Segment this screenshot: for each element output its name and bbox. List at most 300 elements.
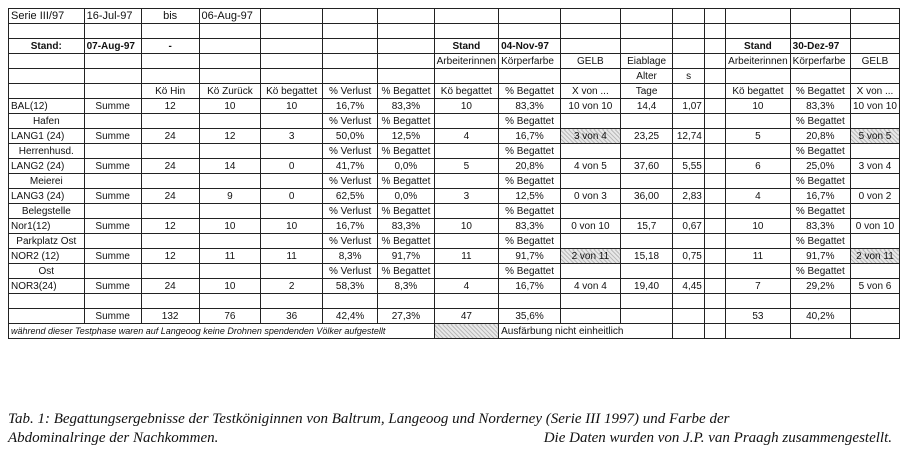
x-von-2-value: 3 von 4 bbox=[560, 129, 620, 144]
stand-date-2: 04-Nov-97 bbox=[499, 39, 561, 54]
ko-zurueck-value: 11 bbox=[199, 249, 261, 264]
summe-label: Summe bbox=[84, 189, 141, 204]
ko-hin-value: 12 bbox=[141, 219, 199, 234]
empty-cell bbox=[850, 174, 899, 189]
begattet-value: 91,7% bbox=[378, 249, 434, 264]
ko-hin-value: 24 bbox=[141, 279, 199, 294]
empty-cell bbox=[850, 144, 899, 159]
col-verlust: % Verlust bbox=[323, 174, 378, 189]
col-begattet-3: % Begattet bbox=[790, 234, 850, 249]
empty-cell bbox=[726, 234, 790, 249]
tage-value: 36,00 bbox=[620, 189, 673, 204]
bis-label: bis bbox=[141, 9, 199, 24]
empty-cell bbox=[141, 264, 199, 279]
empty-cell bbox=[560, 294, 620, 309]
caption-line-2b: Die Daten wurden von J.P. van Praagh zusammengestellt. bbox=[543, 430, 892, 446]
empty-cell bbox=[261, 174, 323, 189]
empty-cell bbox=[560, 144, 620, 159]
ko-begattet-value: 0 bbox=[261, 159, 323, 174]
site-name: Hafen bbox=[9, 114, 85, 129]
empty-cell bbox=[726, 324, 790, 339]
legend-text: Ausfärbung nicht einheitlich bbox=[499, 324, 673, 339]
empty-cell bbox=[261, 294, 323, 309]
empty-cell bbox=[434, 174, 498, 189]
col-alter: Alter bbox=[620, 69, 673, 84]
empty-cell bbox=[199, 144, 261, 159]
verlust-value: 8,3% bbox=[323, 249, 378, 264]
colony-code: BAL(12) bbox=[9, 99, 85, 114]
begattet-2-value: 91,7% bbox=[499, 249, 561, 264]
col-begattet: % Begattet bbox=[378, 234, 434, 249]
colony-code: LANG3 (24) bbox=[9, 189, 85, 204]
stand-dot: - bbox=[141, 39, 199, 54]
empty-cell bbox=[199, 264, 261, 279]
col-begattet-3: % Begattet bbox=[790, 84, 850, 99]
begattet-value: 8,3% bbox=[378, 279, 434, 294]
date-to: 06-Aug-97 bbox=[199, 9, 261, 24]
ko-zurueck-value: 9 bbox=[199, 189, 261, 204]
empty-cell bbox=[141, 234, 199, 249]
empty-cell bbox=[673, 234, 705, 249]
col-verlust: % Verlust bbox=[323, 204, 378, 219]
empty-cell bbox=[560, 309, 620, 324]
ko-begattet-3-value: 10 bbox=[726, 99, 790, 114]
total-begattet: 36 bbox=[261, 309, 323, 324]
empty-cell bbox=[261, 144, 323, 159]
x-von-2-value: 0 von 3 bbox=[560, 189, 620, 204]
verlust-value: 58,3% bbox=[323, 279, 378, 294]
col-verlust: % Verlust bbox=[323, 114, 378, 129]
ko-hin-value: 24 bbox=[141, 189, 199, 204]
ko-hin-value: 24 bbox=[141, 159, 199, 174]
empty-cell bbox=[560, 264, 620, 279]
total-pbegattet: 27,3% bbox=[378, 309, 434, 324]
table-row bbox=[9, 159, 900, 174]
total-ko-begattet-3: 53 bbox=[726, 309, 790, 324]
begattet-value: 83,3% bbox=[378, 219, 434, 234]
empty-cell bbox=[704, 264, 725, 279]
empty-cell bbox=[850, 264, 899, 279]
empty-cell bbox=[850, 114, 899, 129]
colony-code: NOR3(24) bbox=[9, 279, 85, 294]
tage-value: 15,18 bbox=[620, 249, 673, 264]
col-koerperfarbe-2: Körperfarbe bbox=[499, 54, 561, 69]
col-begattet: % Begattet bbox=[378, 84, 434, 99]
tage-value: 15,7 bbox=[620, 219, 673, 234]
x-von-3-value: 5 von 5 bbox=[850, 129, 899, 144]
empty-cell bbox=[434, 294, 498, 309]
x-von-3-value: 0 von 10 bbox=[850, 219, 899, 234]
empty-cell bbox=[261, 264, 323, 279]
col-begattet-3: % Begattet bbox=[790, 144, 850, 159]
table-row bbox=[9, 189, 900, 204]
empty-cell bbox=[704, 99, 725, 114]
x-von-2-value: 4 von 4 bbox=[560, 279, 620, 294]
begattet-2-value: 16,7% bbox=[499, 279, 561, 294]
total-ko-begattet-2: 47 bbox=[434, 309, 498, 324]
col-eiablage: Eiablage bbox=[620, 54, 673, 69]
x-von-2-value: 10 von 10 bbox=[560, 99, 620, 114]
summe-label: Summe bbox=[84, 129, 141, 144]
begattet-3-value: 25,0% bbox=[790, 159, 850, 174]
summe-label: Summe bbox=[84, 219, 141, 234]
empty-cell bbox=[726, 174, 790, 189]
empty-cell bbox=[560, 204, 620, 219]
empty-cell bbox=[84, 234, 141, 249]
empty-cell bbox=[704, 234, 725, 249]
begattet-3-value: 16,7% bbox=[790, 189, 850, 204]
ko-zurueck-value: 10 bbox=[199, 279, 261, 294]
ko-begattet-3-value: 7 bbox=[726, 279, 790, 294]
empty-cell bbox=[620, 144, 673, 159]
empty-cell bbox=[704, 294, 725, 309]
col-begattet-2: % Begattet bbox=[499, 234, 561, 249]
tage-value: 19,40 bbox=[620, 279, 673, 294]
total-hin: 132 bbox=[141, 309, 199, 324]
site-header-row bbox=[9, 204, 900, 219]
site-name: Herrenhusd. bbox=[9, 144, 85, 159]
empty-cell bbox=[850, 309, 899, 324]
empty-cell bbox=[141, 204, 199, 219]
empty-cell bbox=[141, 144, 199, 159]
col-x-von-3: X von ... bbox=[850, 84, 899, 99]
col-begattet: % Begattet bbox=[378, 144, 434, 159]
empty-cell bbox=[726, 204, 790, 219]
empty-cell bbox=[141, 114, 199, 129]
empty-cell bbox=[261, 204, 323, 219]
empty-cell bbox=[620, 204, 673, 219]
col-begattet-3: % Begattet bbox=[790, 204, 850, 219]
empty-cell bbox=[704, 204, 725, 219]
site-name: Parkplatz Ost bbox=[9, 234, 85, 249]
total-begattet-2: 35,6% bbox=[499, 309, 561, 324]
empty-cell bbox=[673, 204, 705, 219]
empty-cell bbox=[560, 114, 620, 129]
note-text: während dieser Testphase waren auf Langeoog keine Drohnen spendenden Völker aufgestellt bbox=[9, 324, 435, 339]
ko-begattet-2-value: 4 bbox=[434, 129, 498, 144]
col-s: s bbox=[673, 69, 705, 84]
empty-cell bbox=[673, 309, 705, 324]
begattet-value: 0,0% bbox=[378, 189, 434, 204]
site-header-row bbox=[9, 144, 900, 159]
col-verlust: % Verlust bbox=[323, 84, 378, 99]
col-begattet: % Begattet bbox=[378, 174, 434, 189]
empty-cell bbox=[620, 234, 673, 249]
col-begattet: % Begattet bbox=[378, 264, 434, 279]
tage-value: 14,4 bbox=[620, 99, 673, 114]
empty-cell bbox=[141, 174, 199, 189]
empty-cell bbox=[434, 234, 498, 249]
empty-cell bbox=[850, 234, 899, 249]
empty-cell bbox=[84, 114, 141, 129]
series-label: Serie III/97 bbox=[9, 9, 85, 24]
ko-begattet-value: 2 bbox=[261, 279, 323, 294]
col-begattet-2: % Begattet bbox=[499, 174, 561, 189]
empty-cell bbox=[704, 174, 725, 189]
empty-cell bbox=[704, 309, 725, 324]
empty-cell bbox=[84, 264, 141, 279]
colony-code: LANG2 (24) bbox=[9, 159, 85, 174]
empty-cell bbox=[434, 144, 498, 159]
empty-cell bbox=[499, 294, 561, 309]
col-x-von-2: X von ... bbox=[560, 84, 620, 99]
colony-code: Nor1(12) bbox=[9, 219, 85, 234]
verlust-value: 16,7% bbox=[323, 219, 378, 234]
empty-cell bbox=[673, 174, 705, 189]
col-ko-begattet-3: Kö begattet bbox=[726, 84, 790, 99]
col-arbeiterinnen-3: Arbeiterinnen bbox=[726, 54, 790, 69]
empty-cell bbox=[704, 219, 725, 234]
site-name: Belegstelle bbox=[9, 204, 85, 219]
begattet-3-value: 83,3% bbox=[790, 219, 850, 234]
empty-cell bbox=[704, 144, 725, 159]
ko-begattet-3-value: 11 bbox=[726, 249, 790, 264]
ko-hin-value: 12 bbox=[141, 249, 199, 264]
col-begattet: % Begattet bbox=[378, 204, 434, 219]
caption-line-2a: Abdominalringe der Nachkommen. bbox=[8, 430, 219, 446]
begattet-3-value: 91,7% bbox=[790, 249, 850, 264]
empty-cell bbox=[9, 309, 85, 324]
x-von-2-value: 4 von 5 bbox=[560, 159, 620, 174]
empty-cell bbox=[620, 309, 673, 324]
empty-cell bbox=[704, 114, 725, 129]
table-row bbox=[9, 219, 900, 234]
empty-cell bbox=[673, 144, 705, 159]
empty-cell bbox=[434, 264, 498, 279]
col-ko-hin: Kö Hin bbox=[141, 84, 199, 99]
empty-cell bbox=[560, 234, 620, 249]
ko-begattet-2-value: 3 bbox=[434, 189, 498, 204]
empty-cell bbox=[673, 324, 705, 339]
begattet-2-value: 12,5% bbox=[499, 189, 561, 204]
empty-cell bbox=[261, 234, 323, 249]
site-header-row bbox=[9, 174, 900, 189]
x-von-3-value: 0 von 2 bbox=[850, 189, 899, 204]
ko-begattet-value: 10 bbox=[261, 219, 323, 234]
table-row bbox=[9, 279, 900, 294]
colony-code: NOR2 (12) bbox=[9, 249, 85, 264]
total-begattet-3: 40,2% bbox=[790, 309, 850, 324]
col-begattet-2: % Begattet bbox=[499, 144, 561, 159]
summe-label: Summe bbox=[84, 99, 141, 114]
empty-cell bbox=[620, 264, 673, 279]
x-von-3-value: 2 von 11 bbox=[850, 249, 899, 264]
s-value: 12,74 bbox=[673, 129, 705, 144]
empty-cell bbox=[323, 294, 378, 309]
begattet-value: 0,0% bbox=[378, 159, 434, 174]
col-begattet: % Begattet bbox=[378, 114, 434, 129]
empty-cell bbox=[704, 324, 725, 339]
col-koerperfarbe-3: Körperfarbe bbox=[790, 54, 850, 69]
total-zurueck: 76 bbox=[199, 309, 261, 324]
date-from: 16-Jul-97 bbox=[84, 9, 141, 24]
stand-label-2: Stand bbox=[434, 39, 498, 54]
empty-cell bbox=[261, 114, 323, 129]
begattet-value: 83,3% bbox=[378, 99, 434, 114]
site-name: Meierei bbox=[9, 174, 85, 189]
begattet-3-value: 20,8% bbox=[790, 129, 850, 144]
ko-hin-value: 24 bbox=[141, 129, 199, 144]
stand-date-1: 07-Aug-97 bbox=[84, 39, 141, 54]
ko-zurueck-value: 10 bbox=[199, 99, 261, 114]
empty-cell bbox=[199, 294, 261, 309]
empty-cell bbox=[726, 114, 790, 129]
table-caption bbox=[8, 410, 892, 448]
empty-cell bbox=[84, 174, 141, 189]
site-header-row bbox=[9, 234, 900, 249]
empty-cell bbox=[704, 279, 725, 294]
empty-cell bbox=[199, 174, 261, 189]
x-von-3-value: 10 von 10 bbox=[850, 99, 899, 114]
empty-cell bbox=[850, 324, 899, 339]
empty-cell bbox=[726, 144, 790, 159]
col-ko-begattet-2: Kö begattet bbox=[434, 84, 498, 99]
col-begattet-3: % Begattet bbox=[790, 264, 850, 279]
empty-cell bbox=[704, 159, 725, 174]
s-value: 0,67 bbox=[673, 219, 705, 234]
legend-swatch bbox=[434, 324, 498, 339]
s-value: 4,45 bbox=[673, 279, 705, 294]
col-tage: Tage bbox=[620, 84, 673, 99]
ko-begattet-3-value: 5 bbox=[726, 129, 790, 144]
col-begattet-2: % Begattet bbox=[499, 84, 561, 99]
col-begattet-3: % Begattet bbox=[790, 114, 850, 129]
begattet-3-value: 83,3% bbox=[790, 99, 850, 114]
col-gelb-2: GELB bbox=[560, 54, 620, 69]
table-row bbox=[9, 129, 900, 144]
empty-cell bbox=[84, 294, 141, 309]
ko-zurueck-value: 10 bbox=[199, 219, 261, 234]
col-verlust: % Verlust bbox=[323, 264, 378, 279]
empty-cell bbox=[378, 294, 434, 309]
ko-begattet-value: 10 bbox=[261, 99, 323, 114]
col-verlust: % Verlust bbox=[323, 234, 378, 249]
empty-cell bbox=[850, 204, 899, 219]
verlust-value: 16,7% bbox=[323, 99, 378, 114]
begattet-2-value: 16,7% bbox=[499, 129, 561, 144]
empty-cell bbox=[704, 129, 725, 144]
empty-cell bbox=[620, 294, 673, 309]
stand-date-3: 30-Dez-97 bbox=[790, 39, 850, 54]
s-value: 0,75 bbox=[673, 249, 705, 264]
s-value: 5,55 bbox=[673, 159, 705, 174]
tage-value: 37,60 bbox=[620, 159, 673, 174]
empty-cell bbox=[673, 114, 705, 129]
empty-cell bbox=[673, 264, 705, 279]
empty-cell bbox=[620, 114, 673, 129]
col-begattet-2: % Begattet bbox=[499, 204, 561, 219]
col-begattet-2: % Begattet bbox=[499, 264, 561, 279]
empty-cell bbox=[9, 294, 85, 309]
colony-code: LANG1 (24) bbox=[9, 129, 85, 144]
ko-zurueck-value: 14 bbox=[199, 159, 261, 174]
ko-begattet-value: 0 bbox=[261, 189, 323, 204]
begattet-2-value: 20,8% bbox=[499, 159, 561, 174]
empty-cell bbox=[673, 294, 705, 309]
empty-cell bbox=[726, 264, 790, 279]
site-name: Ost bbox=[9, 264, 85, 279]
ko-begattet-value: 11 bbox=[261, 249, 323, 264]
col-verlust: % Verlust bbox=[323, 144, 378, 159]
empty-cell bbox=[199, 234, 261, 249]
tage-value: 23,25 bbox=[620, 129, 673, 144]
x-von-3-value: 5 von 6 bbox=[850, 279, 899, 294]
ko-begattet-3-value: 10 bbox=[726, 219, 790, 234]
empty-cell bbox=[790, 324, 850, 339]
s-value: 2,83 bbox=[673, 189, 705, 204]
summe-label: Summe bbox=[84, 279, 141, 294]
ko-zurueck-value: 12 bbox=[199, 129, 261, 144]
empty-cell bbox=[199, 114, 261, 129]
empty-cell bbox=[84, 204, 141, 219]
col-ko-zurueck: Kö Zurück bbox=[199, 84, 261, 99]
verlust-value: 50,0% bbox=[323, 129, 378, 144]
begattet-2-value: 83,3% bbox=[499, 219, 561, 234]
total-row bbox=[9, 309, 900, 324]
empty-cell bbox=[199, 204, 261, 219]
col-ko-begattet: Kö begattet bbox=[261, 84, 323, 99]
ko-begattet-2-value: 11 bbox=[434, 249, 498, 264]
verlust-value: 62,5% bbox=[323, 189, 378, 204]
empty-cell bbox=[790, 294, 850, 309]
x-von-2-value: 2 von 11 bbox=[560, 249, 620, 264]
ko-begattet-2-value: 5 bbox=[434, 159, 498, 174]
begattet-value: 12,5% bbox=[378, 129, 434, 144]
table-row bbox=[9, 249, 900, 264]
total-verlust: 42,4% bbox=[323, 309, 378, 324]
site-header-row bbox=[9, 264, 900, 279]
s-value: 1,07 bbox=[673, 99, 705, 114]
caption-line-1: Tab. 1: Begattungsergebnisse der Testköniginnen von Baltrum, Langeoog und Norderney (Serie III 1997) und Farbe der bbox=[8, 411, 730, 427]
ko-begattet-2-value: 4 bbox=[434, 279, 498, 294]
x-von-2-value: 0 von 10 bbox=[560, 219, 620, 234]
summe-label: Summe bbox=[84, 249, 141, 264]
stand-label: Stand: bbox=[9, 39, 85, 54]
empty-cell bbox=[850, 294, 899, 309]
ko-begattet-3-value: 4 bbox=[726, 189, 790, 204]
empty-cell bbox=[560, 174, 620, 189]
ko-begattet-2-value: 10 bbox=[434, 219, 498, 234]
empty-cell bbox=[141, 294, 199, 309]
ko-begattet-3-value: 6 bbox=[726, 159, 790, 174]
results-table bbox=[8, 8, 900, 339]
col-arbeiterinnen-2: Arbeiterinnen bbox=[434, 54, 498, 69]
note-row bbox=[9, 324, 900, 339]
begattet-3-value: 29,2% bbox=[790, 279, 850, 294]
col-begattet-3: % Begattet bbox=[790, 174, 850, 189]
verlust-value: 41,7% bbox=[323, 159, 378, 174]
empty-cell bbox=[726, 294, 790, 309]
empty-cell bbox=[620, 174, 673, 189]
col-gelb-3: GELB bbox=[850, 54, 899, 69]
empty-cell bbox=[434, 204, 498, 219]
total-label: Summe bbox=[84, 309, 141, 324]
empty-cell bbox=[704, 249, 725, 264]
summe-label: Summe bbox=[84, 159, 141, 174]
table-row bbox=[9, 99, 900, 114]
x-von-3-value: 3 von 4 bbox=[850, 159, 899, 174]
ko-begattet-2-value: 10 bbox=[434, 99, 498, 114]
ko-begattet-value: 3 bbox=[261, 129, 323, 144]
begattet-2-value: 83,3% bbox=[499, 99, 561, 114]
empty-cell bbox=[84, 144, 141, 159]
stand-label-3: Stand bbox=[726, 39, 790, 54]
empty-cell bbox=[704, 189, 725, 204]
ko-hin-value: 12 bbox=[141, 99, 199, 114]
empty-cell bbox=[434, 114, 498, 129]
col-begattet-2: % Begattet bbox=[499, 114, 561, 129]
site-header-row bbox=[9, 114, 900, 129]
